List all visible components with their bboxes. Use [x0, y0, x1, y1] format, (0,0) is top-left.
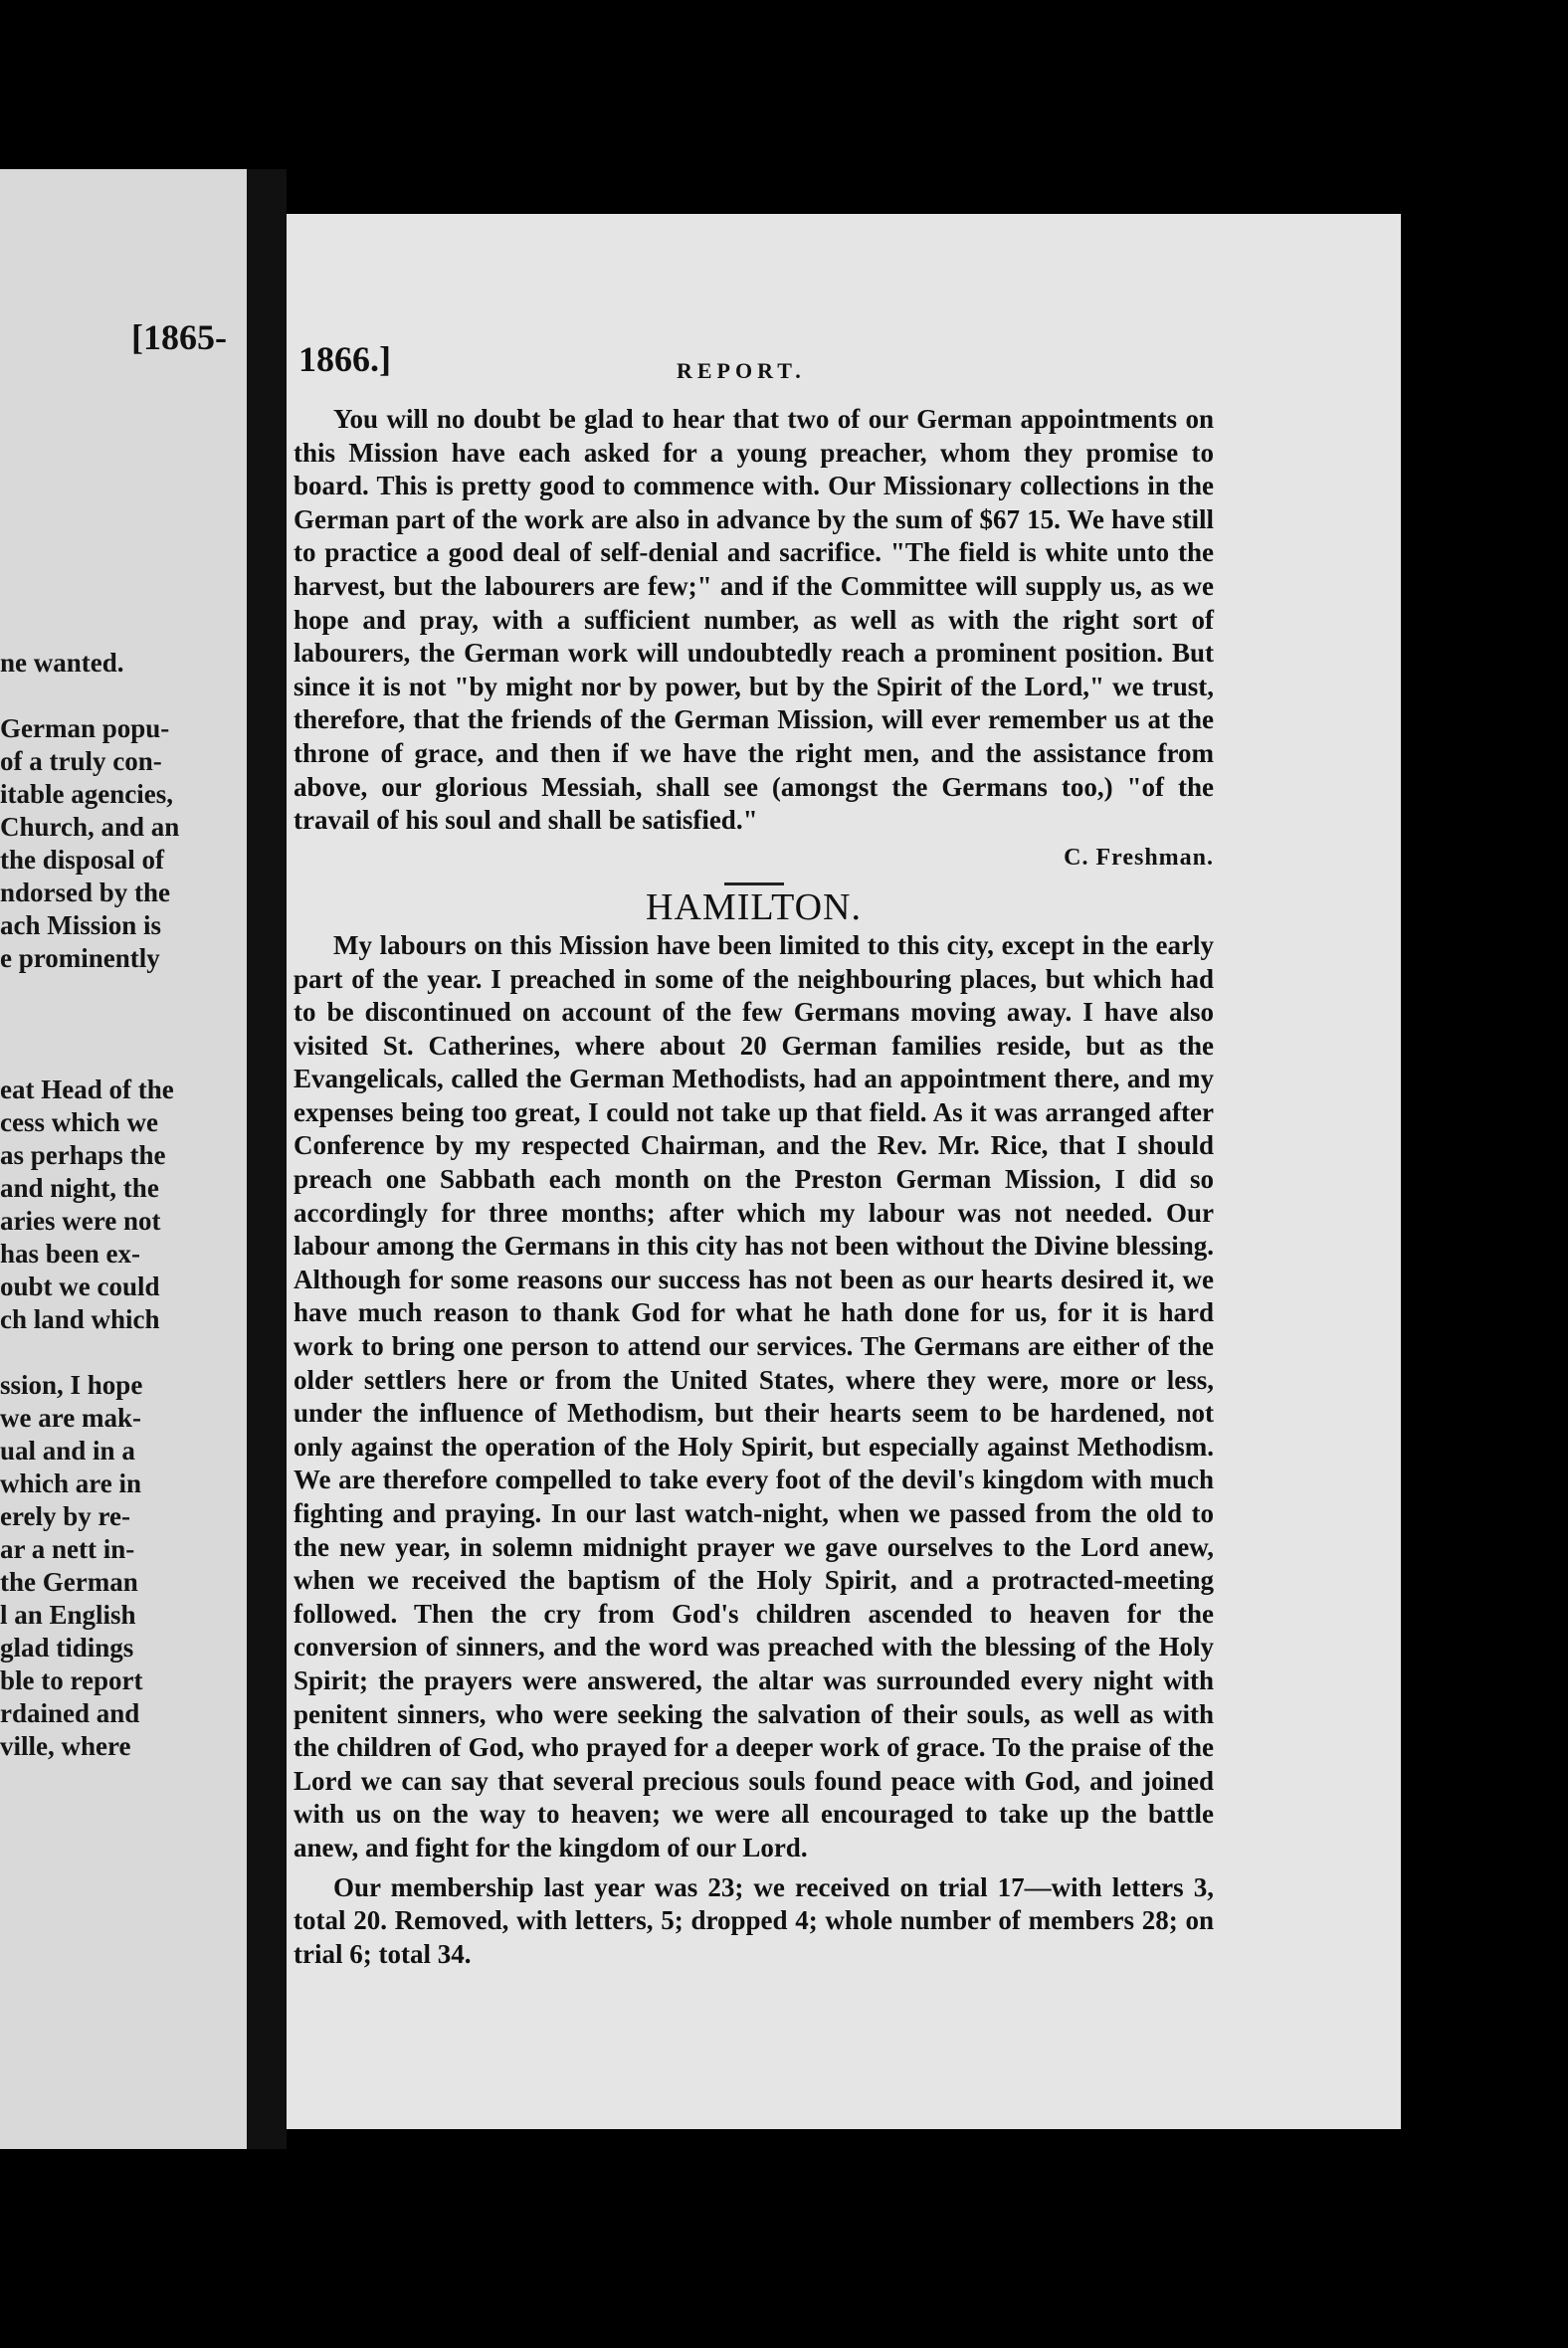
left-page-line: ne wanted.	[0, 648, 124, 678]
left-page-line: we are mak-	[0, 1403, 141, 1433]
left-page-line: oubt we could	[0, 1272, 160, 1301]
left-page-line: ch land which	[0, 1304, 160, 1334]
left-page-line: l an English	[0, 1600, 136, 1630]
left-page-line	[0, 680, 247, 712]
left-page-line: ssion, I hope	[0, 1370, 143, 1400]
running-head: REPORT.	[677, 358, 806, 383]
left-page-line: ville, where	[0, 1731, 131, 1761]
page-number: 1866.]	[298, 339, 391, 379]
left-page-line: and night, the	[0, 1173, 159, 1203]
left-page-line	[0, 1041, 247, 1074]
left-page-line: which are in	[0, 1468, 142, 1498]
left-page-line: the German	[0, 1567, 138, 1597]
signature: C. Freshman.	[1064, 844, 1214, 871]
left-page-line: ble to report	[0, 1665, 143, 1695]
left-page-line: has been ex-	[0, 1239, 140, 1269]
left-page-header: [1865-	[131, 317, 227, 357]
left-page-line: aries were not	[0, 1206, 161, 1236]
left-page-line: of a truly con-	[0, 746, 162, 776]
left-page-line: German popu-	[0, 713, 170, 743]
left-page-line: as perhaps the	[0, 1140, 166, 1170]
left-page-line: glad tidings	[0, 1633, 134, 1663]
section-divider	[724, 882, 784, 885]
left-page-line: ual and in a	[0, 1436, 135, 1466]
left-page-text	[0, 647, 247, 1763]
left-page-line: ndorsed by the	[0, 878, 171, 907]
left-page-line: itable agencies,	[0, 779, 173, 809]
report-column	[294, 403, 1214, 1971]
paragraph-hamilton: My labours on this Mission have been limited to this city, except in the early part of the year. I preached in some of the neighbouring places, but which had to be discontinued on account of the few Germans moving away. I have also visited St. Catherines, where about 20 German families reside, but as the Evangelicals, called the German Methodists, had an appointment there, and my expenses being too great, I could not take up that field. As it was arranged after Conference by my respected Chairman, and the Rev. Mr. Rice, that I should preach one Sabbath each month on the Preston German Mission, I did so accordingly for three months; after which my labour was not needed. Our labour among the Germans in this city has not been without the Divine blessing. Although for some reasons our success has not been as our hearts desired it, we have much reason to thank God for what he hath done for us, for it is hard work to bring one person to attend our services. The Germans are either of the older settlers here or from the United States, where they were, more or less, under the influence of Methodism, but their hearts seem to be hardened, not only against the operation of the Holy Spirit, but especially against Methodism. We are therefore compelled to take every foot of the devil's kingdom with much fighting and praying. In our last watch-night, when we passed from the old to the new year, in solemn midnight prayer we gave ourselves to the Lord anew, when we received the baptism of the Holy Spirit, and a protracted-meeting followed. Then the cry from God's children ascended to heaven for the conversion of sinners, and the word was preached with the blessing of the Holy Spirit; the prayers were answered, the altar was surrounded every night with penitent sinners, who were seeking the salvation of their souls, as well as with the children of God, who prayed for a deeper work of grace. To the praise of the Lord we can say that several precious souls found peace with God, and joined with us on the way to heaven; we were all encouraged to take up the battle anew, and fight for the kingdom of our Lord.	[294, 929, 1214, 1862]
left-page-line: rdained and	[0, 1698, 140, 1728]
left-page-line: e prominently	[0, 943, 160, 973]
book-gutter	[247, 169, 287, 2149]
left-page-line: erely by re-	[0, 1501, 130, 1531]
left-page-line: eat Head of the	[0, 1075, 174, 1104]
left-page-line: the disposal of	[0, 845, 165, 875]
left-page-line: ar a nett in-	[0, 1534, 135, 1564]
left-page-line: Church, and an	[0, 812, 180, 842]
left-page-line	[0, 1336, 247, 1369]
paragraph-german-appointments: You will no doubt be glad to hear that two of our German appointments on this Mission have each asked for a young preacher, whom they promise to board. This is pretty good to commence with. Our Missionary collections in the German part of the work are also in advance by the sum of $67 15. We have still to practice a good deal of self-denial and sacrifice. "The field is white unto the harvest, but the labourers are few;" and if the Committee will supply us, as we hope and pray, with a sufficient number, as well as with the right sort of labourers, the German work will undoubtedly reach a prominent position. But since it is not "by might nor by power, but by the Spirit of the Lord," we trust, therefore, that the friends of the German Mission, will ever remember us at the throne of grace, and then if we have the right men, and the assistance from above, our glorious Messiah, shall see (amongst the Germans too,) "of the travail of his soul and shall be satisfied."	[294, 404, 1214, 836]
paragraph-membership: Our membership last year was 23; we received on trial 17—with letters 3, total 20. Removed, with letters, 5; dropped 4; whole number of members 28; on trial 6; total 34.	[294, 1871, 1214, 1969]
section-title: HAMILTON.	[646, 886, 862, 929]
left-page-line	[0, 975, 247, 1008]
left-page-line	[0, 1008, 247, 1041]
left-page-line: ach Mission is	[0, 910, 162, 940]
left-page-line: cess which we	[0, 1107, 158, 1137]
